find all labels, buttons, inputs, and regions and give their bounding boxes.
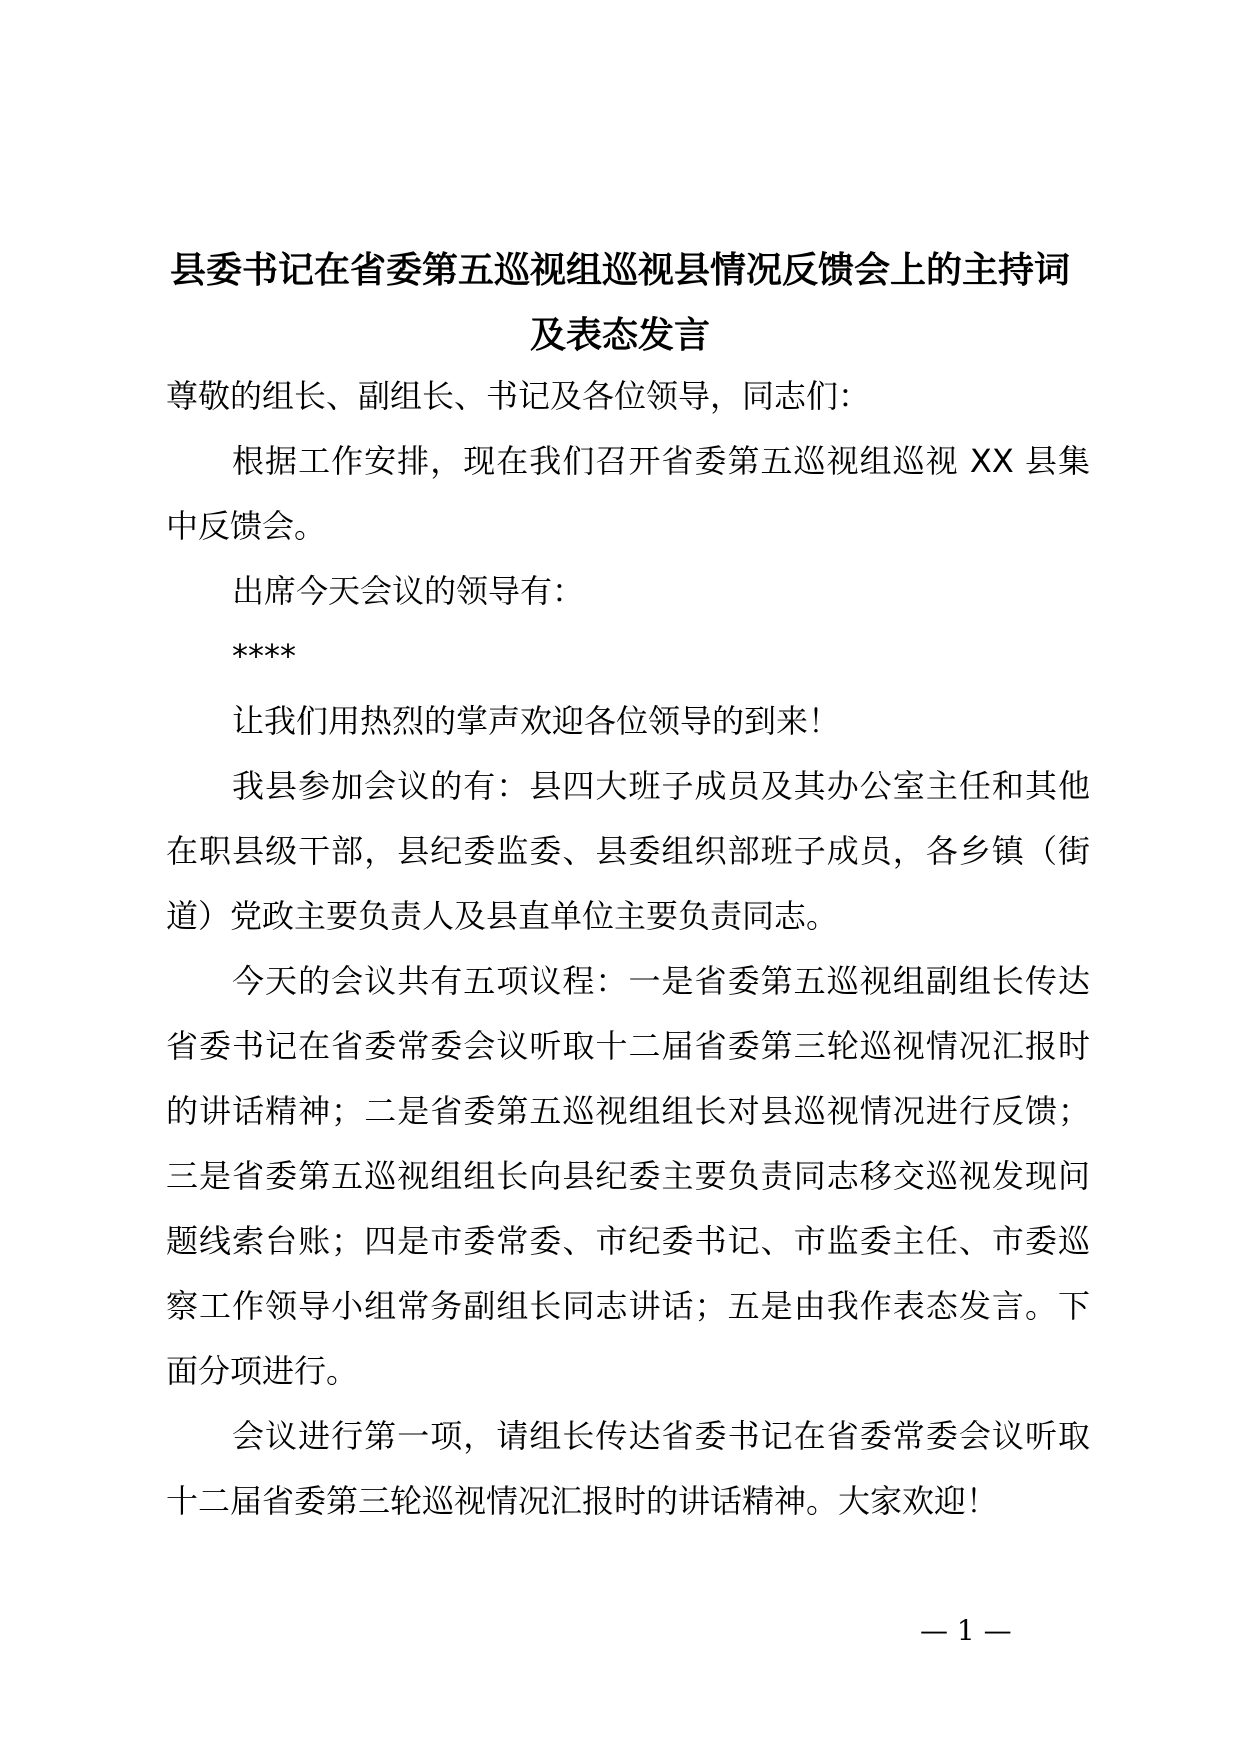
paragraph: **** — [232, 637, 296, 675]
greeting: 尊敬的组长、副组长、书记及各位领导，同志们： — [166, 377, 871, 415]
paragraph: 今天的会议共有五项议程：一是省委第五巡视组副组长传达省委书记在省委常委会议听取十二届省委第三轮巡视情况汇报时的讲话精神；二是省委第五巡视组组长对县巡视情况进行反馈；三是省委第五巡视组组长向县纪委主要负责同志移交巡视发现问题线索台账；四是市委常委、市纪委书记、市监委主任、市委巡察工作领导小组常务副组长同志讲话；五是由我作表态发言。下面分项进行。 — [166, 962, 1090, 1390]
paragraph: 我县参加会议的有：县四大班子成员及其办公室主任和其他在职县级干部，县纪委监委、县委组织部班子成员，各乡镇（街道）党政主要负责人及县直单位主要负责同志。 — [166, 767, 1090, 935]
document-body — [166, 364, 1090, 1534]
page-number: — 1 — — [920, 1614, 1012, 1647]
paragraph: 让我们用热烈的掌声欢迎各位领导的到来！ — [232, 702, 841, 740]
paragraph: 出席今天会议的领导有： — [232, 572, 585, 610]
paragraph: 会议进行第一项，请组长传达省委书记在省委常委会议听取十二届省委第三轮巡视情况汇报时的讲话精神。大家欢迎！ — [166, 1417, 1090, 1520]
paragraph: 根据工作安排，现在我们召开省委第五巡视组巡视 XX 县集中反馈会。 — [166, 442, 1090, 545]
document-title: 县委书记在省委第五巡视组巡视县情况反馈会上的主持词及表态发言 — [169, 250, 1070, 356]
